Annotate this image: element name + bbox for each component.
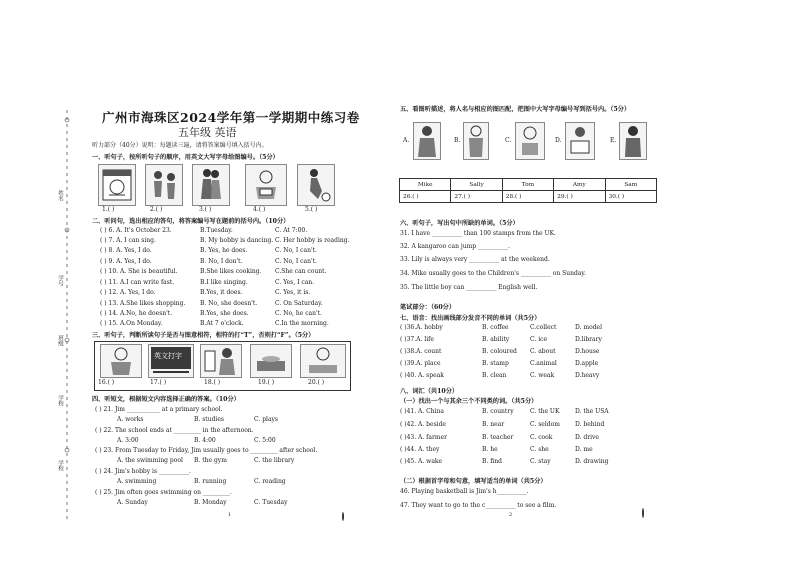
s2-row-12-c: C. Yes, it is. xyxy=(275,289,311,296)
s2-row-8-a: ( ) 8. A. Yes, I do. xyxy=(100,247,152,254)
s7-row-36-d: D. model xyxy=(575,324,603,331)
s2-row-14-c: C. No, he can't. xyxy=(275,310,322,317)
s2-row-14-a: ( ) 14. A.No, he doesn't. xyxy=(100,310,173,317)
s2-row-6-c: C. At 7:00. xyxy=(275,227,308,234)
s8-row-44-b: B. he xyxy=(482,446,498,453)
section-6-title: 六、听句子，写出句中所缺的单词。（5分） xyxy=(400,220,519,227)
s7-row-36-b: B. coffee xyxy=(482,324,509,331)
s8-row-45-d: D. drawing xyxy=(575,458,609,465)
s4-q25-opt-c: C. Tuesday xyxy=(254,499,288,506)
s1-answer-1[interactable]: 1.( ) xyxy=(102,206,115,213)
s4-q23-opt-a: A. the swimming pool xyxy=(117,457,183,464)
s7-row-40-d: D.heavy xyxy=(575,372,600,379)
s8-row-42-a: ( )42. A. beside xyxy=(400,421,446,428)
scan-mark-2 xyxy=(642,508,644,518)
s4-q21-opt-a: A. works xyxy=(117,416,144,423)
side-label-school: 学校 xyxy=(57,395,63,406)
s8-row-42-c: C. seldom xyxy=(530,421,560,428)
s2-row-13-c: C. On Saturday. xyxy=(275,300,323,307)
s2-row-7-b: B. My hobby is dancing. xyxy=(200,237,274,244)
s4-q21: ( ) 21. Jim ___________ at a primary school. xyxy=(95,406,223,413)
s3-picture-boy-writing xyxy=(300,344,346,378)
s4-q23: ( ) 23. From Tuesday to Friday, Jim usually goes to _________ after school. xyxy=(95,447,318,454)
s2-row-9-b: B. No, I don't. xyxy=(200,258,243,265)
s2-row-13-b: B. No, she doesn't. xyxy=(200,300,258,307)
s1-answer-3[interactable]: 3.( ) xyxy=(199,206,212,213)
section-1-title: 一、听句子，按所听句子的顺序，用英文大写字母给图编号。（5分） xyxy=(92,154,279,161)
s2-row-11-b: B.I like singing. xyxy=(200,279,248,286)
s4-q21-opt-b: B. studies xyxy=(194,416,224,423)
s7-row-38-d: D.house xyxy=(575,348,600,355)
s2-row-8-b: B. Yes, he does. xyxy=(200,247,248,254)
s3-answer-20[interactable]: 20.( ) xyxy=(308,379,325,386)
s1-answer-5[interactable]: 5.( ) xyxy=(305,206,318,213)
exam-title: 广州市海珠区2024学年第一学期期中练习卷 xyxy=(102,110,360,125)
s5-letter-c: C. xyxy=(505,137,512,144)
s3-picture-cooking xyxy=(250,344,292,378)
s2-row-6-a: ( ) 6. A. It's October 23. xyxy=(100,227,172,234)
s8-row-42-d: D. behind xyxy=(575,421,605,428)
s8-row-44-a: ( )44. A. they xyxy=(400,446,440,453)
s4-q24-opt-a: A. swimming xyxy=(117,478,157,485)
s2-row-14-b: B.Yes, she does. xyxy=(200,310,249,317)
s8-row-45-b: B. find xyxy=(482,458,502,465)
page-number-2: 2 xyxy=(509,512,513,518)
s5-answer-26[interactable]: 26.( ) xyxy=(400,191,451,203)
s6-line-31: 31. I have __________ than 100 stamps from the UK. xyxy=(400,230,556,237)
s8-line-47: 47. They want to go to the c__________ to see a film. xyxy=(400,502,557,509)
s5-name-table xyxy=(399,178,657,203)
s7-row-38-c: C. about xyxy=(530,348,556,355)
s2-row-10-c: C.She can count. xyxy=(275,268,327,275)
s2-row-15-c: C.In the morning. xyxy=(275,320,329,327)
s5-name-amy: Amy xyxy=(554,179,605,191)
exam-page-2 xyxy=(397,0,794,562)
s3-picture-girl-painting xyxy=(200,344,242,378)
s2-row-6-b: B.Tuesday. xyxy=(200,227,233,234)
s3-board-text: 英文打字 xyxy=(154,352,182,360)
section-4-title: 四、听短文，根据短文内容选择正确的答案。（10分） xyxy=(92,396,240,403)
s4-q25-opt-b: B. Monday xyxy=(194,499,227,506)
s8-row-43-a: ( )43. A. farmer xyxy=(400,434,447,441)
s1-picture-children xyxy=(145,164,183,206)
s7-row-39-b: B. stamp xyxy=(482,360,509,367)
side-label-number: 学号 xyxy=(57,275,63,286)
s3-answer-18[interactable]: 18.( ) xyxy=(204,379,221,386)
s7-row-36-c: C.collect xyxy=(530,324,557,331)
s5-answer-28[interactable]: 28.( ) xyxy=(502,191,553,203)
s5-letter-a: A. xyxy=(403,137,410,144)
s8-row-41-c: C. the UK xyxy=(530,408,560,415)
section-7-title: 七、语音：找出画线部分发音不同的单词（共5分） xyxy=(400,315,541,322)
s5-name-sally: Sally xyxy=(451,179,502,191)
s4-q24: ( ) 24. Jim's hobby is __________. xyxy=(95,468,191,475)
s2-row-15-b: B.At 7 o'clock. xyxy=(200,320,244,327)
section-8-part-1: （一）找出一个与其余三个不同类的词。（共5分） xyxy=(400,398,538,405)
s4-q22-opt-c: C. 5:00 xyxy=(254,437,276,444)
s4-q23-opt-b: B. the gym xyxy=(194,457,227,464)
s7-row-40-c: C. weak xyxy=(530,372,555,379)
s4-q25: ( ) 25. Jim often goes swimming on _________. xyxy=(95,489,232,496)
s1-picture-football xyxy=(297,164,335,206)
s8-line-46: 46. Playing basketball is Jim's h__________. xyxy=(400,488,529,495)
s8-row-43-b: B. teacher xyxy=(482,434,514,441)
s3-picture-typing-board xyxy=(148,344,194,378)
s7-row-37-d: D.library xyxy=(575,336,602,343)
s5-answer-29[interactable]: 29.( ) xyxy=(554,191,605,203)
section-2-title: 二、听问句，选出相应的答句，将答案编号写在题前的括号内。（10分） xyxy=(92,218,290,225)
s7-row-40-b: B. clean xyxy=(482,372,507,379)
s8-row-41-a: ( )41. A. China xyxy=(400,408,445,415)
s8-row-41-b: B. country xyxy=(482,408,514,415)
section-3-title: 三、听句子，判断所读句子是否与图意相符，相符的打“T”，否则打“F”。（5分） xyxy=(92,332,315,339)
binding-dashes xyxy=(60,110,74,520)
s8-row-43-d: D. drive xyxy=(575,434,599,441)
writing-heading: 笔试部分：（60分） xyxy=(400,304,456,311)
s2-row-12-b: B.Yes, it does. xyxy=(200,289,243,296)
s8-row-41-d: D. the USA xyxy=(575,408,609,415)
binding-margin xyxy=(60,110,74,520)
s5-letter-b: B. xyxy=(454,137,461,144)
s5-name-mike: Mike xyxy=(400,179,451,191)
s5-name-tom: Tom xyxy=(502,179,553,191)
s7-row-37-a: ( )37.A. life xyxy=(400,336,434,343)
s2-row-8-c: C. No, I can't. xyxy=(275,247,317,254)
s4-q22: ( ) 22. The school ends at _________ in the afternoon. xyxy=(95,427,254,434)
s5-picture-b-boy xyxy=(463,122,489,160)
s2-row-12-a: ( ) 12. A. Yes, I do. xyxy=(100,289,156,296)
section-5-title: 五、看图听描述，将人名与相应的图匹配，把图中大写字母编号写到括号内。（5分） xyxy=(400,106,631,113)
s8-row-44-c: C. she xyxy=(530,446,549,453)
s4-q21-opt-c: C. plays xyxy=(254,416,278,423)
s6-line-33: 33. Lily is always very __________ at the weekend. xyxy=(400,256,550,263)
scan-mark xyxy=(342,512,344,521)
s2-row-7-a: ( ) 7. A. I can sing. xyxy=(100,237,156,244)
s4-q22-opt-b: B. 4:00 xyxy=(194,437,216,444)
s7-row-39-a: ( )39.A. place xyxy=(400,360,441,367)
s7-row-38-a: ( )38.A. count xyxy=(400,348,442,355)
s7-row-37-b: B. ability xyxy=(482,336,510,343)
s2-row-7-c: C. Her hobby is reading. xyxy=(275,237,350,244)
s7-row-37-c: C. ice xyxy=(530,336,548,343)
s5-picture-d-reading xyxy=(565,122,595,160)
s7-row-39-c: C.animal xyxy=(530,360,557,367)
s8-row-45-a: ( )45. A. wake xyxy=(400,458,443,465)
side-label-class: 班级 xyxy=(57,335,63,346)
s5-picture-c-cooking xyxy=(515,122,545,160)
s1-picture-calendar xyxy=(98,164,136,206)
side-label-name: 姓名 xyxy=(57,190,63,201)
s4-q24-opt-b: B. running xyxy=(194,478,227,485)
s6-line-35: 35. The little boy can __________ English well. xyxy=(400,284,538,291)
s2-row-10-b: B.She likes cooking. xyxy=(200,268,262,275)
s3-answer-16[interactable]: 16.( ) xyxy=(98,379,115,386)
s2-row-10-a: ( ) 10. A. She is beautiful. xyxy=(100,268,178,275)
exam-subtitle: 五年级 英语 xyxy=(178,126,237,139)
s8-row-44-d: D. me xyxy=(575,446,593,453)
s6-line-34: 34. Mike usually goes to the Children's __________ on Sunday. xyxy=(400,270,586,277)
s1-picture-dancers xyxy=(192,164,230,206)
s5-picture-a-girl-singing xyxy=(413,122,441,160)
s2-row-13-a: ( ) 13. A.She likes shopping. xyxy=(100,300,186,307)
s3-picture-boy xyxy=(100,344,142,378)
s4-q23-opt-c: C. the library xyxy=(254,457,295,464)
page-number-1: 1 xyxy=(228,512,232,518)
s4-q25-opt-a: A. Sunday xyxy=(117,499,148,506)
section-8-title: 八、词汇（共10分） xyxy=(400,388,459,395)
s5-letter-d: D. xyxy=(555,137,562,144)
s2-row-11-c: C. Yes, I can. xyxy=(275,279,315,286)
s5-answer-27[interactable]: 27.( ) xyxy=(451,191,502,203)
s1-picture-boy-reading xyxy=(245,164,287,206)
s7-row-36-a: ( )36.A. hobby xyxy=(400,324,443,331)
s2-row-15-a: ( ) 15. A.On Monday. xyxy=(100,320,163,327)
s5-answer-30[interactable]: 30.( ) xyxy=(605,191,656,203)
s5-letter-e: E. xyxy=(610,137,617,144)
s2-row-9-a: ( ) 9. A. Yes, I do. xyxy=(100,258,152,265)
s3-answer-19[interactable]: 19.( ) xyxy=(258,379,275,386)
s2-row-9-c: C. No, I can't. xyxy=(275,258,317,265)
section-8-part-2: （二）根据首字母和句意，填写适当的单词（共5分） xyxy=(400,478,547,485)
s7-row-40-a: ( )40. A. speak xyxy=(400,372,444,379)
side-label-school-2: 学校 xyxy=(57,460,63,471)
s2-row-11-a: ( ) 11. A.I can write fast. xyxy=(100,279,175,286)
s7-row-39-d: D.apple xyxy=(575,360,599,367)
s7-row-38-b: B. coloured xyxy=(482,348,517,355)
s4-q22-opt-a: A. 3:00 xyxy=(117,437,139,444)
s4-q24-opt-c: C. reading xyxy=(254,478,286,485)
s6-line-32: 32. A kangaroo can jump __________. xyxy=(400,243,510,250)
s5-picture-e-girl xyxy=(619,122,647,160)
s1-answer-2[interactable]: 2.( ) xyxy=(150,206,163,213)
s8-row-45-c: C. stay xyxy=(530,458,551,465)
s5-name-sam: Sam xyxy=(605,179,656,191)
s8-row-43-c: C. cook xyxy=(530,434,553,441)
s3-answer-17[interactable]: 17.( ) xyxy=(150,379,167,386)
s8-row-42-b: B. near xyxy=(482,421,505,428)
listening-heading: 听力部分（40分）说明：每题读三遍，请将答案编号填入括号内。 xyxy=(92,142,268,149)
s1-answer-4[interactable]: 4.( ) xyxy=(253,206,266,213)
